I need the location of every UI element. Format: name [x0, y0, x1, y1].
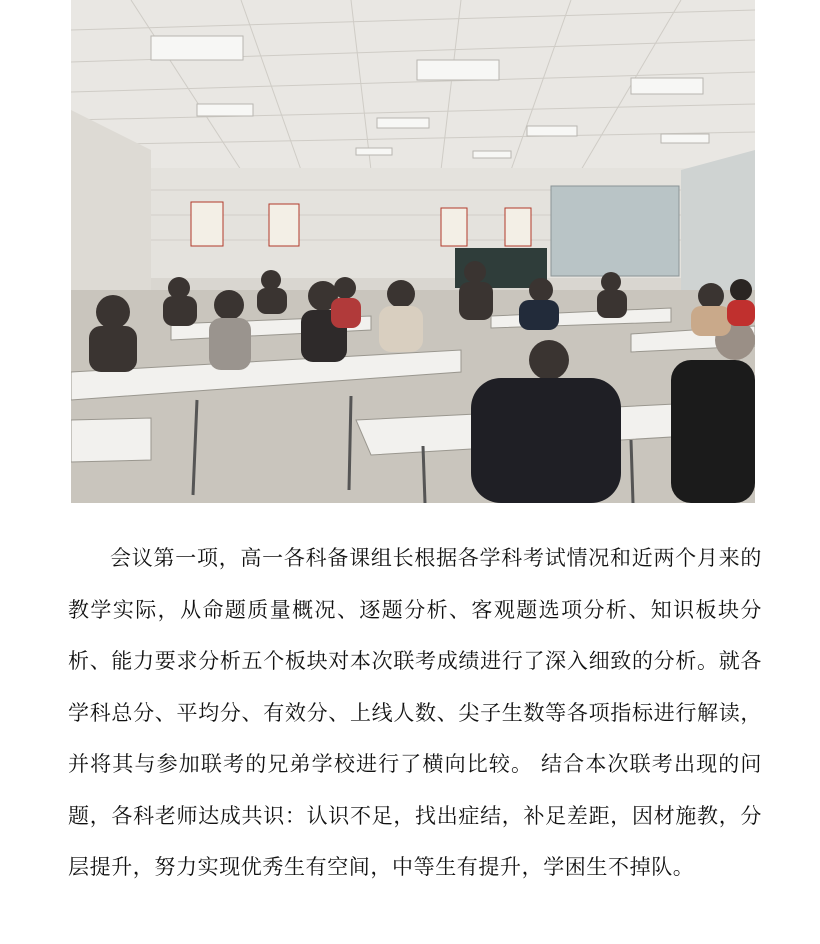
- article-body: [68, 533, 762, 894]
- article-paragraph: 会议第一项，高一各科备课组长根据各学科考试情况和近两个月来的教学实际，从命题质量概况、逐题分析、客观题选项分析、知识板块分析、能力要求分析五个板块对本次联考成绩进行了深入细致的分析。就各学科总分、平均分、有效分、上线人数、尖子生数等各项指标进行解读，并将其与参加联考的兄弟学校进行了横向比较。 结合本次联考出现的问题，各科老师达成共识：认识不足，找出症结，补足差距，因材施教，分层提升，努力实现优秀生有空间，中等生有提升，学困生不掉队。: [68, 546, 762, 879]
- meeting-photo: [71, 0, 755, 503]
